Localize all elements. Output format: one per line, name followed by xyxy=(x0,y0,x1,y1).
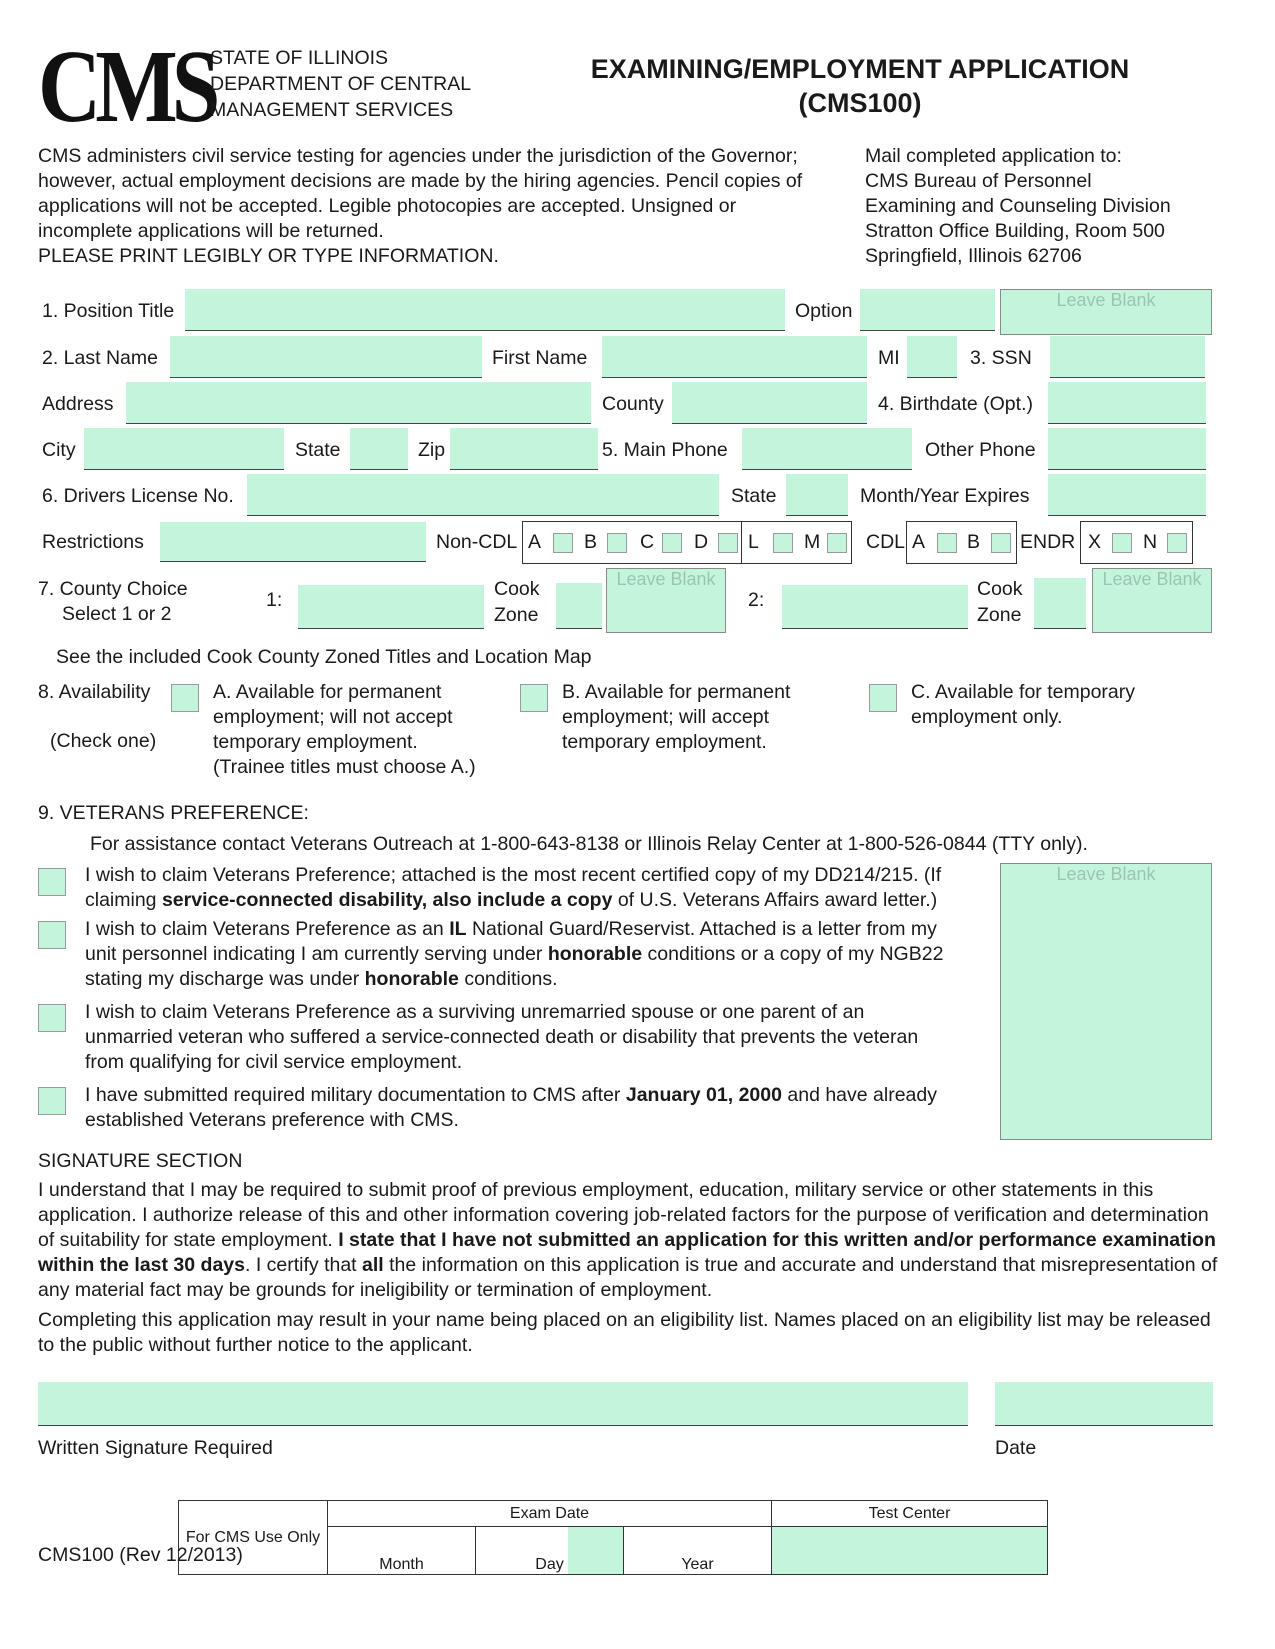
form-title-line-2: (CMS100) xyxy=(798,88,922,118)
zone-label-1: Zone xyxy=(494,604,539,626)
last-name-label: 2. Last Name xyxy=(42,347,158,369)
veterans-option-3-text: from qualifying for civil service employment. xyxy=(85,1051,463,1073)
restrictions-label: Restrictions xyxy=(42,531,144,553)
leave-blank-text: Leave Blank xyxy=(616,569,716,589)
agency-line-1: STATE OF ILLINOIS xyxy=(210,47,389,69)
zip-label: Zip xyxy=(418,439,446,461)
cms-use-only-label: For CMS Use Only xyxy=(179,1501,328,1575)
cdl-label: CDL xyxy=(866,531,906,553)
class-m-label: M xyxy=(804,531,821,553)
county-field[interactable] xyxy=(672,382,867,424)
drivers-license-label: 6. Drivers License No. xyxy=(42,485,234,507)
leave-blank-text: Leave Blank xyxy=(1056,290,1156,310)
mail-line: CMS Bureau of Personnel xyxy=(865,170,1092,192)
cdl-a-label: A xyxy=(912,531,926,553)
availability-label: 8. Availability xyxy=(38,681,151,703)
address-field[interactable] xyxy=(126,382,591,424)
endr-n-label: N xyxy=(1143,531,1158,553)
agency-line-3: MANAGEMENT SERVICES xyxy=(210,99,454,121)
state-label: State xyxy=(295,439,341,461)
availability-a-text: temporary employment. xyxy=(213,731,418,753)
cdl-b-label: B xyxy=(967,531,981,553)
class-b-checkbox[interactable] xyxy=(607,533,627,553)
year-cell xyxy=(624,1527,772,1575)
last-name-field[interactable] xyxy=(170,336,482,378)
availability-a-checkbox[interactable] xyxy=(171,684,199,712)
month-label: Month xyxy=(379,1556,424,1573)
exam-date-header: Exam Date xyxy=(328,1501,772,1527)
non-cdl-label: Non-CDL xyxy=(436,531,518,553)
position-title-label: 1. Position Title xyxy=(42,300,175,322)
availability-b-checkbox[interactable] xyxy=(520,684,548,712)
mi-label: MI xyxy=(878,347,900,369)
signature-paragraph-1: I understand that I may be required to submit proof of previous employment, education, military service or other statements in this application. I authorize release of this and other information covering job-related factors for the purpose of verification and determination of suitability for state employment. I state that I have not submitted an application for this written and/or performance examination within the last 30 days. I certify that all the information on this application is true and accurate and understand that misrepresentation of any material fact may be grounds for ineligibility or termination of employment. xyxy=(38,1179,1218,1301)
day-cell xyxy=(476,1527,624,1575)
availability-b-text: temporary employment. xyxy=(562,731,767,753)
city-label: City xyxy=(42,439,76,461)
mail-line: Stratton Office Building, Room 500 xyxy=(865,220,1165,242)
mail-line: Examining and Counseling Division xyxy=(865,195,1171,217)
intro-line: incomplete applications will be returned. xyxy=(38,220,384,242)
endr-n-checkbox[interactable] xyxy=(1167,533,1187,553)
veterans-option-2-text: unit personnel indicating I am currently serving under honorable conditions or a copy of my NGB22 xyxy=(85,943,944,965)
veterans-option-3-checkbox[interactable] xyxy=(38,1004,66,1032)
restrictions-field[interactable] xyxy=(160,522,426,562)
veterans-heading: 9. VETERANS PREFERENCE: xyxy=(38,802,309,824)
state-field[interactable] xyxy=(350,428,408,470)
availability-b-text: B. Available for permanent xyxy=(562,681,791,703)
year-label: Year xyxy=(681,1556,714,1573)
county-choice-2-label: 2: xyxy=(748,589,765,611)
county-choice-1-label: 1: xyxy=(266,589,283,611)
mail-line: Mail completed application to: xyxy=(865,145,1122,167)
month-year-expires-field[interactable] xyxy=(1048,474,1206,516)
leave-blank-box xyxy=(606,568,726,633)
ssn-label: 3. SSN xyxy=(970,347,1032,369)
signature-paragraph-2: Completing this application may result in your name being placed on an eligibility list. Names placed on an eligibility list may be released to the public without further notice to the applicant. xyxy=(38,1309,1211,1356)
county-choice-2-field[interactable] xyxy=(782,585,968,629)
other-phone-label: Other Phone xyxy=(925,439,1036,461)
intro-line: applications will not be accepted. Legible photocopies are accepted. Unsigned or xyxy=(38,195,737,217)
class-c-label: C xyxy=(640,531,655,553)
test-center-header: Test Center xyxy=(772,1501,1048,1527)
mi-field[interactable] xyxy=(907,336,957,378)
cdl-a-checkbox[interactable] xyxy=(937,533,957,553)
ssn-field[interactable] xyxy=(1050,336,1205,378)
availability-a-text: A. Available for permanent xyxy=(213,681,442,703)
cms-use-only-table xyxy=(178,1500,1048,1575)
class-a-label: A xyxy=(528,531,542,553)
availability-b-text: employment; will accept xyxy=(562,706,769,728)
endr-x-checkbox[interactable] xyxy=(1112,533,1132,553)
first-name-label: First Name xyxy=(492,347,588,369)
form-title xyxy=(560,52,1160,120)
class-c-checkbox[interactable] xyxy=(662,533,682,553)
form-title-line-1: EXAMINING/EMPLOYMENT APPLICATION xyxy=(590,54,1130,84)
cook-label-2: Cook xyxy=(977,578,1023,600)
class-d-label: D xyxy=(694,531,709,553)
form-revision: CMS100 (Rev 12/2013) xyxy=(38,1544,243,1566)
birthdate-label: 4. Birthdate (Opt.) xyxy=(878,393,1033,415)
drivers-license-field[interactable] xyxy=(247,474,719,516)
availability-a-text: employment; will not accept xyxy=(213,706,453,728)
date-label: Date xyxy=(995,1437,1037,1459)
class-a-checkbox[interactable] xyxy=(553,533,573,553)
cook-zone-1-field[interactable] xyxy=(556,583,602,629)
other-phone-field[interactable] xyxy=(1048,428,1206,470)
veterans-option-2-text: I wish to claim Veterans Preference as an IL National Guard/Reservist. Attached is a letter from my xyxy=(85,918,937,940)
veterans-contact: For assistance contact Veterans Outreach at 1-800-643-8138 or Illinois Relay Center at 1-800-526-0844 (TTY only). xyxy=(90,833,1088,855)
mail-line: Springfield, Illinois 62706 xyxy=(865,245,1082,267)
endr-x-label: X xyxy=(1088,531,1102,553)
dl-state-label: State xyxy=(731,485,777,507)
intro-line: CMS administers civil service testing for agencies under the jurisdiction of the Governor; xyxy=(38,145,798,167)
day-field[interactable] xyxy=(568,1527,623,1574)
availability-c-text: employment only. xyxy=(911,706,1063,728)
county-choice-label: 7. County Choice xyxy=(38,578,188,600)
zip-field[interactable] xyxy=(450,428,598,470)
class-b-label: B xyxy=(584,531,598,553)
leave-blank-box xyxy=(1092,568,1212,633)
class-l-checkbox[interactable] xyxy=(773,533,793,553)
select-one-or-two-label: Select 1 or 2 xyxy=(62,603,172,625)
intro-line: however, actual employment decisions are made by the hiring agencies. Pencil copies of xyxy=(38,170,803,192)
signature-heading: SIGNATURE SECTION xyxy=(38,1150,243,1172)
intro-line: PLEASE PRINT LEGIBLY OR TYPE INFORMATION. xyxy=(38,245,499,267)
position-title-field[interactable] xyxy=(185,289,785,331)
leave-blank-box xyxy=(1000,863,1212,1140)
first-name-field[interactable] xyxy=(602,336,867,378)
cdl-b-checkbox[interactable] xyxy=(991,533,1011,553)
test-center-field[interactable] xyxy=(772,1527,1048,1575)
county-choice-1-field[interactable] xyxy=(298,585,484,629)
written-signature-label: Written Signature Required xyxy=(38,1437,273,1459)
month-cell xyxy=(328,1527,476,1575)
availability-c-checkbox[interactable] xyxy=(869,684,897,712)
availability-a-text: (Trainee titles must choose A.) xyxy=(213,756,476,778)
county-label: County xyxy=(602,393,664,415)
leave-blank-text: Leave Blank xyxy=(1102,569,1202,589)
date-field[interactable] xyxy=(995,1382,1213,1426)
veterans-option-2-checkbox[interactable] xyxy=(38,921,66,949)
veterans-option-1-checkbox[interactable] xyxy=(38,868,66,896)
leave-blank-text: Leave Blank xyxy=(1056,864,1156,884)
endr-label: ENDR xyxy=(1020,531,1076,553)
day-label: Day xyxy=(535,1556,564,1573)
agency-line-2: DEPARTMENT OF CENTRAL xyxy=(210,73,472,95)
veterans-option-3-text: I wish to claim Veterans Preference as a surviving unremarried spouse or one parent of an xyxy=(85,1001,865,1023)
leave-blank-box xyxy=(1000,289,1212,335)
class-d-checkbox[interactable] xyxy=(718,533,738,553)
zone-label-2: Zone xyxy=(977,604,1022,626)
birthdate-field[interactable] xyxy=(1048,382,1206,424)
class-m-checkbox[interactable] xyxy=(827,533,847,553)
cook-label-1: Cook xyxy=(494,578,540,600)
cook-zone-2-field[interactable] xyxy=(1034,578,1086,629)
veterans-option-4-text: established Veterans preference with CMS. xyxy=(85,1109,459,1131)
main-phone-field[interactable] xyxy=(742,428,912,470)
veterans-option-3-text: unmarried veteran who suffered a service-connected death or disability that prevents the veteran xyxy=(85,1026,919,1048)
check-one-label: (Check one) xyxy=(50,730,157,752)
option-field[interactable] xyxy=(860,289,995,331)
veterans-option-4-text: I have submitted required military documentation to CMS after January 01, 2000 and have already xyxy=(85,1084,937,1106)
signature-field[interactable] xyxy=(38,1382,968,1426)
veterans-option-1-text: I wish to claim Veterans Preference; attached is the most recent certified copy of my DD214/215. (If xyxy=(85,864,942,886)
class-l-label: L xyxy=(748,531,759,553)
class-divider xyxy=(741,521,742,564)
veterans-option-4-checkbox[interactable] xyxy=(38,1087,66,1115)
cms-logo: CMS xyxy=(38,29,215,144)
dl-state-field[interactable] xyxy=(786,474,848,516)
address-label: Address xyxy=(42,393,114,415)
veterans-option-2-text: stating my discharge was under honorable conditions. xyxy=(85,968,558,990)
availability-c-text: C. Available for temporary xyxy=(911,681,1135,703)
option-label: Option xyxy=(795,300,853,322)
main-phone-label: 5. Main Phone xyxy=(602,439,728,461)
month-year-expires-label: Month/Year Expires xyxy=(860,485,1030,507)
city-field[interactable] xyxy=(84,428,284,470)
cook-county-note: See the included Cook County Zoned Titles and Location Map xyxy=(56,646,592,668)
veterans-option-1-text: claiming service-connected disability, also include a copy of U.S. Veterans Affairs award letter.) xyxy=(85,889,938,911)
